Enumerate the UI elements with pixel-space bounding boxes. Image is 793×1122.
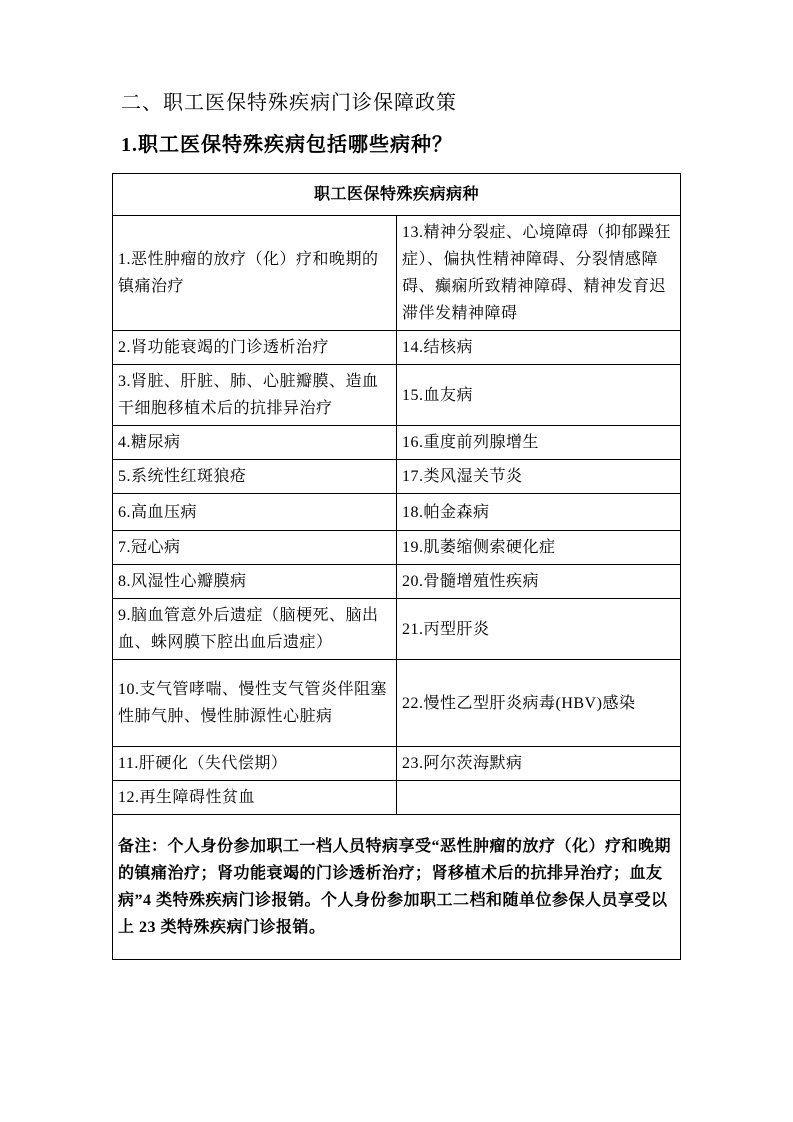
disease-cell-left: 11.肝硬化（失代偿期） [113, 747, 397, 781]
table-row [113, 531, 681, 565]
disease-cell-right: 23.阿尔茨海默病 [397, 747, 681, 781]
disease-cell-left: 2.肾功能衰竭的门诊透析治疗 [113, 331, 397, 365]
disease-cell-right: 19.肌萎缩侧索硬化症 [397, 531, 681, 565]
table-row [113, 565, 681, 599]
disease-cell-left: 7.冠心病 [113, 531, 397, 565]
disease-cell-right: 14.结核病 [397, 331, 681, 365]
table-title: 职工医保特殊疾病病种 [113, 174, 681, 216]
table-row [113, 599, 681, 660]
table-row [113, 660, 681, 747]
disease-cell-right: 18.帕金森病 [397, 494, 681, 531]
question-heading: 1.职工医保特殊疾病包括哪些病种？ [121, 134, 453, 156]
disease-cell-right: 22.慢性乙型肝炎病毒(HBV)感染 [397, 660, 681, 747]
disease-cell-right: 16.重度前列腺增生 [397, 426, 681, 460]
disease-cell-left: 8.风湿性心瓣膜病 [113, 565, 397, 599]
table-row [113, 747, 681, 781]
table-row [113, 781, 681, 815]
disease-cell-left: 9.脑血管意外后遗症（脑梗死、脑出血、蛛网膜下腔出血后遗症） [113, 599, 397, 660]
disease-cell-right: 21.丙型肝炎 [397, 599, 681, 660]
disease-cell-left: 6.高血压病 [113, 494, 397, 531]
section-heading: 二、职工医保特殊疾病门诊保障政策 [121, 92, 457, 114]
disease-cell-right [397, 781, 681, 815]
disease-cell-left: 5.系统性红斑狼疮 [113, 460, 397, 494]
table-row [113, 365, 681, 426]
table-row [113, 494, 681, 531]
disease-cell-right: 15.血友病 [397, 365, 681, 426]
disease-cell-left: 1.恶性肿瘤的放疗（化）疗和晚期的镇痛治疗 [113, 216, 397, 331]
disease-cell-left: 10.支气管哮喘、慢性支气管炎伴阻塞性肺气肿、慢性肺源性心脏病 [113, 660, 397, 747]
disease-cell-right: 13.精神分裂症、心境障碍（抑郁躁狂症）、偏执性精神障碍、分裂情感障碍、癫痫所致精神障碍、精神发育迟滞伴发精神障碍 [397, 216, 681, 331]
table-row [113, 216, 681, 331]
disease-cell-right: 17.类风湿关节炎 [397, 460, 681, 494]
disease-cell-left: 12.再生障碍性贫血 [113, 781, 397, 815]
disease-cell-right: 20.骨髓增殖性疾病 [397, 565, 681, 599]
table-row [113, 460, 681, 494]
table-row [113, 426, 681, 460]
table-row [113, 331, 681, 365]
disease-cell-left: 4.糖尿病 [113, 426, 397, 460]
disease-table [112, 173, 681, 960]
disease-cell-left: 3.肾脏、肝脏、肺、心脏瓣膜、造血干细胞移植术后的抗排异治疗 [113, 365, 397, 426]
table-note: 备注：个人身份参加职工一档人员特病享受“恶性肿瘤的放疗（化）疗和晚期的镇痛治疗；肾功能衰竭的门诊透析治疗；肾移植术后的抗排异治疗；血友病”4 类特殊疾病门诊报销。个人身份参加职工二档和随单位参保人员享受以上 23 类特殊疾病门诊报销。 [113, 815, 681, 960]
